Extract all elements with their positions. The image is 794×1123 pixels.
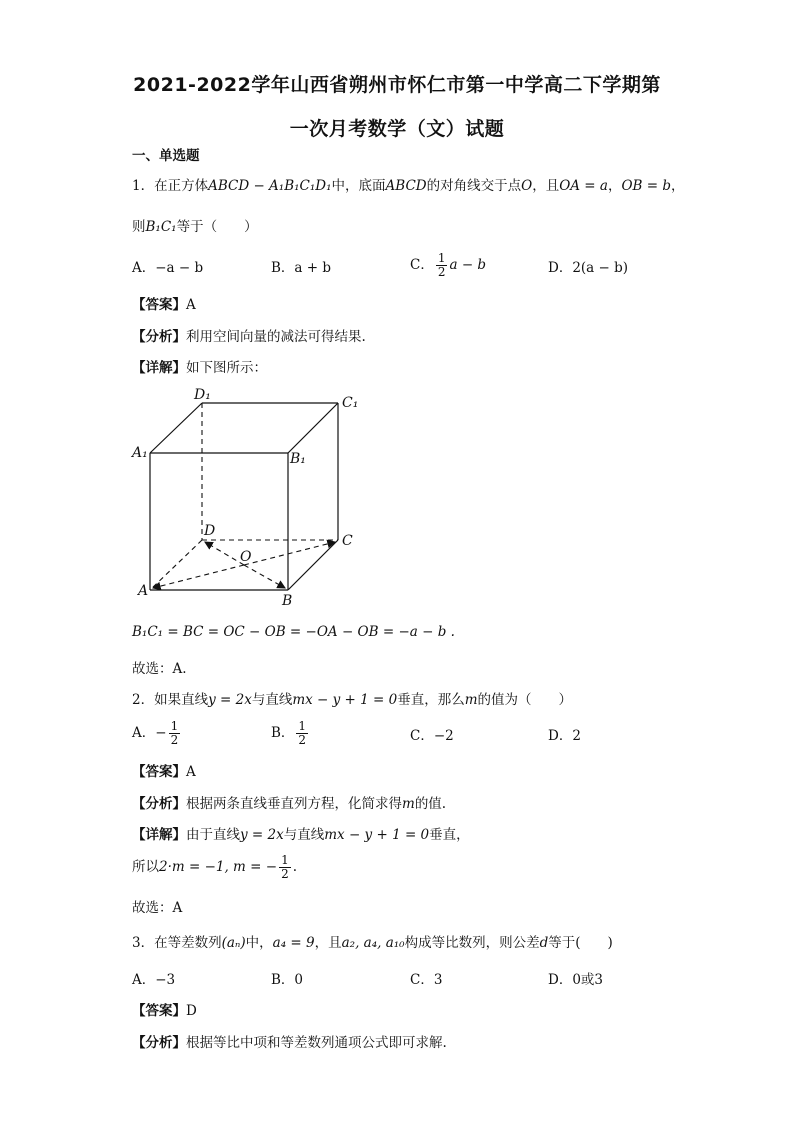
q3-stem-text: 中，	[245, 935, 273, 951]
q1-cube-name: ABCD − A₁B₁C₁D₁	[208, 178, 332, 194]
detail-text: 垂直，	[429, 827, 470, 843]
q1-vector-oa: OA = a	[559, 178, 608, 194]
q1-choose: 故选：A.	[132, 661, 187, 677]
label-a: A	[138, 583, 149, 599]
q3-term: a₄ = 9	[272, 935, 315, 951]
hidden-edge-d-a	[150, 540, 202, 590]
therefore-text: 所以	[132, 859, 159, 875]
q3-option-c: C．3	[410, 972, 443, 988]
q2-stem-text: 的值为（ ）	[477, 692, 573, 708]
q3-stem-text: ，且	[314, 935, 342, 951]
detail-tag: 【详解】	[132, 360, 186, 376]
analysis-text: 根据等比中项和等差数列通项公式即可求解.	[186, 1035, 447, 1051]
q3-stem	[132, 933, 613, 953]
q1-option-d: D．2(a − b)	[548, 260, 629, 276]
q1-stem-text: 等于（ ）	[176, 219, 258, 235]
analysis-tag: 【分析】	[132, 329, 186, 345]
q2-option-c: C．−2	[410, 728, 454, 744]
detail-math: y = 2x	[240, 827, 284, 843]
answer-value: A	[186, 764, 196, 780]
answer-value: A	[186, 297, 196, 313]
q2-answer	[132, 762, 196, 782]
q1-vector-ob: OB = b	[621, 178, 671, 194]
page-title-line2: 一次月考数学（文）试题	[289, 118, 505, 140]
detail-text: 如下图所示：	[186, 360, 267, 376]
q1-answer	[132, 295, 196, 315]
answer-value: D	[186, 1003, 197, 1019]
analysis-tag: 【分析】	[132, 1035, 186, 1051]
detail-text: 与直线	[283, 827, 325, 843]
analysis-text: 的值.	[414, 796, 447, 812]
q1-point-o: O	[521, 178, 533, 194]
q2-choose: 故选：A	[132, 900, 183, 916]
q1-vector-b1c1: B₁C₁	[145, 219, 177, 235]
cube-figure	[128, 385, 378, 610]
q1-stem-text: 的对角线交于点	[426, 178, 522, 194]
q2-option-a-fraction	[169, 720, 181, 747]
q1-option-b: B．a + b	[271, 260, 332, 276]
q3-analysis	[132, 1033, 447, 1053]
answer-tag: 【答案】	[132, 1003, 186, 1019]
q1-stem-text: ，	[607, 178, 622, 194]
q3-stem-text: 构成等比数列，则公差	[404, 935, 540, 951]
q2-analysis	[132, 794, 446, 814]
q2-line1: y = 2x	[208, 692, 252, 708]
q2-option-b-fraction	[296, 720, 308, 747]
edge-b-c	[288, 540, 338, 590]
label-b1: B₁	[290, 451, 306, 467]
q3-stem-text: 3．在等差数列	[132, 935, 222, 951]
q3-option-d: D．0或3	[548, 972, 604, 988]
detail-tag: 【详解】	[132, 827, 186, 843]
analysis-tag: 【分析】	[132, 796, 186, 812]
label-c1: C₁	[342, 395, 359, 411]
q3-var-d: d	[539, 935, 549, 951]
q1-stem-text: 中，底面	[331, 178, 386, 194]
q1-stem-text: 则	[132, 219, 146, 235]
label-d1: D₁	[194, 387, 211, 403]
q1-option-a: A．−a − b	[132, 260, 204, 276]
detail-text: 由于直线	[186, 827, 240, 843]
q3-terms: a₂, a₄, a₁₀	[341, 935, 405, 951]
q1-equation: B₁C₁ = BC = OC − OB = −OA − OB = −a − b .	[132, 624, 455, 640]
q2-line2: mx − y + 1 = 0	[292, 692, 398, 708]
q1-detail	[132, 358, 267, 378]
q2-stem-text: 与直线	[251, 692, 293, 708]
q2-stem-text: 2．如果直线	[132, 692, 209, 708]
therefore-end: .	[292, 859, 298, 875]
fraction-numerator: 1	[298, 719, 307, 733]
analysis-text: 利用空间向量的减法可得结果.	[186, 329, 366, 345]
vector-od	[205, 542, 244, 565]
vector-oc	[244, 542, 335, 565]
label-b: B	[282, 593, 293, 609]
vector-oa	[153, 565, 244, 588]
q2-stem	[132, 690, 572, 710]
q2-option-a-label: A．−	[132, 725, 167, 741]
fraction-numerator: 1	[170, 719, 179, 733]
fraction-denominator: 2	[298, 733, 307, 747]
analysis-var: m	[402, 796, 415, 812]
q3-answer	[132, 1001, 197, 1021]
label-c: C	[342, 533, 353, 549]
q3-stem-text: 等于( )	[548, 935, 613, 951]
q3-sequence: (aₙ)	[221, 935, 246, 951]
q2-option-a	[132, 720, 182, 747]
answer-tag: 【答案】	[132, 297, 186, 313]
q1-stem-text: 1．在正方体	[132, 178, 209, 194]
q1-stem	[132, 176, 685, 196]
label-d: D	[204, 523, 216, 539]
q1-option-c-label: C．	[410, 257, 434, 273]
q1-option-c-expr: a − b	[449, 257, 487, 273]
fraction-numerator: 1	[281, 853, 289, 867]
therefore-math: 2·m = −1, m = −	[159, 859, 278, 875]
detail-math: mx − y + 1 = 0	[324, 827, 430, 843]
q2-var-m: m	[464, 692, 478, 708]
q1-option-c	[410, 252, 486, 279]
q2-option-b	[271, 720, 310, 747]
label-a1: A₁	[132, 445, 148, 461]
section-heading: 一、单选题	[132, 148, 200, 164]
q1-option-c-fraction	[436, 252, 448, 279]
page-title-line1: 2021-2022学年山西省朔州市怀仁市第一中学高二下学期第	[133, 74, 661, 96]
therefore-fraction	[279, 854, 291, 881]
q2-therefore	[132, 854, 297, 881]
q1-stem-line2	[132, 217, 258, 237]
q3-option-a: A．−3	[132, 972, 176, 988]
fraction-denominator: 2	[281, 867, 289, 881]
q1-base-name: ABCD	[385, 178, 427, 194]
q2-option-b-label: B．	[271, 725, 295, 741]
q3-option-b: B．0	[271, 972, 304, 988]
q1-analysis	[132, 327, 366, 347]
q1-stem-text: ，且	[532, 178, 560, 194]
answer-tag: 【答案】	[132, 764, 186, 780]
analysis-text: 根据两条直线垂直列方程，化简求得	[186, 796, 402, 812]
vector-ob	[244, 565, 285, 588]
q2-detail	[132, 825, 470, 845]
edge-d1-a1	[150, 403, 202, 453]
fraction-denominator: 2	[437, 265, 446, 279]
q2-option-d: D．2	[548, 728, 581, 744]
q2-stem-text: 垂直，那么	[397, 692, 465, 708]
edge-b1-c1	[288, 403, 338, 453]
q1-stem-text: ，	[671, 178, 685, 194]
fraction-numerator: 1	[437, 251, 446, 265]
label-o: O	[240, 549, 252, 565]
fraction-denominator: 2	[170, 733, 179, 747]
